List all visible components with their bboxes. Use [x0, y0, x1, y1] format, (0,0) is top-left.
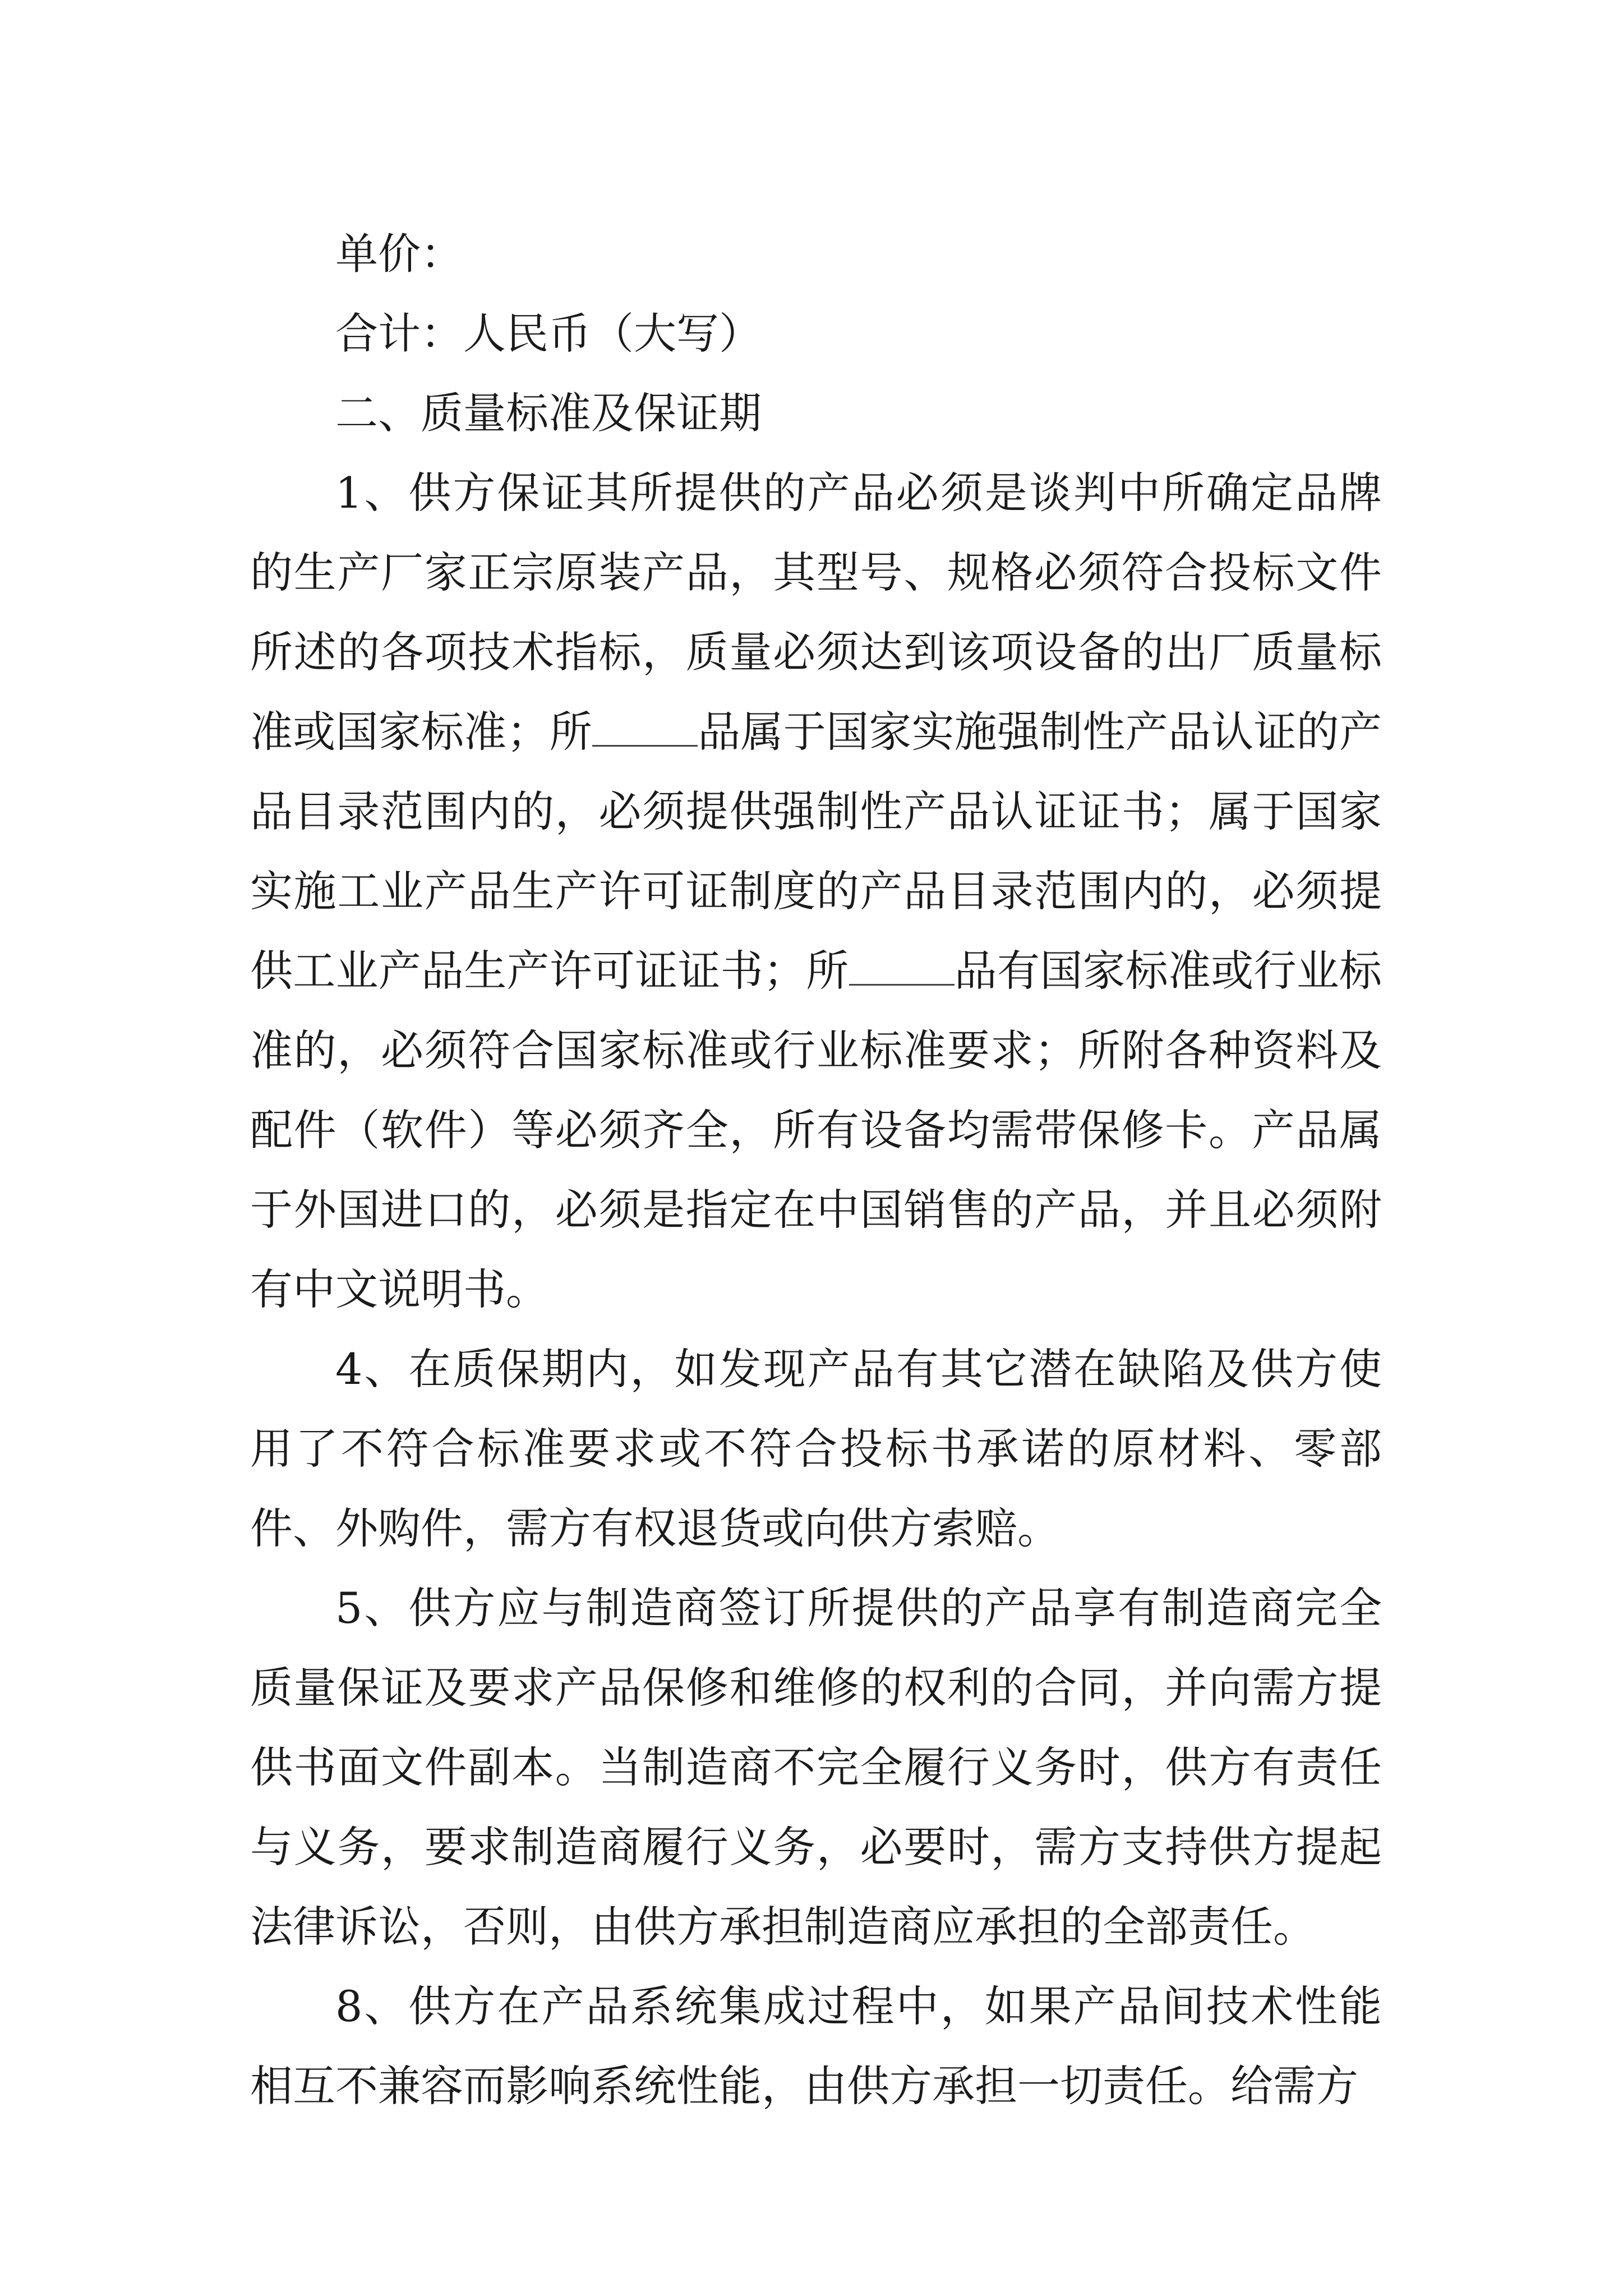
paragraph-item-1-part-3: 品有国家标准或行业标准的，必须符合国家标准或行业标准要求；所附各种资料及配件（软件）等必须齐全，所有设备均需带保修卡。产品属于外国进口的，必须是指定在中国销售的产品，并且必须附有中文说明书。: [250, 946, 1382, 1314]
unit-price-line: 单价：: [335, 229, 463, 279]
paragraph-item-4: 4、在质保期内，如发现产品有其它潜在缺陷及供方使用了不符合标准要求或不符合投标书承诺的原材料、零部件、外购件，需方有权退货或向供方索赔。: [250, 1344, 1382, 1553]
section-heading: 二、质量标准及保证期: [335, 388, 762, 438]
paragraph-item-1-part-1: 1、供方保证其所提供的产品必须是谈判中所确定品牌的生产厂家正宗原装产品，其型号、规格必须符合投标文件所述的各项技术指标，质量必须达到该项设备的出厂质量标准或国家标准；所: [250, 468, 1382, 757]
paragraph-item-8: 8、供方在产品系统集成过程中，如果产品间技术性能相互不兼容而影响系统性能，由供方承担一切责任。给需方: [250, 1981, 1382, 2111]
fill-in-blank: [592, 710, 698, 747]
paragraph-item-1: [250, 453, 1382, 1329]
paragraph-item-5: 5、供方应与制造商签订所提供的产品享有制造商完全质量保证及要求产品保修和维修的权利的合同，并向需方提供书面文件副本。当制造商不完全履行义务时，供方有责任与义务，要求制造商履行义务，必要时，需方支持供方提起法律诉讼，否则，由供方承担制造商应承担的全部责任。: [250, 1583, 1382, 1952]
paragraph-item-1-part-2: 品属于国家实施强制性产品认证的产品目录范围内的，必须提供强制性产品认证证书；属于国家实施工业产品生产许可证制度的产品目录范围内的，必须提供工业产品生产许可证证书；所: [250, 707, 1382, 996]
document-body: [250, 214, 1382, 2126]
fill-in-blank: [849, 949, 955, 986]
total-line: 合计：人民币（大写）: [335, 309, 762, 358]
